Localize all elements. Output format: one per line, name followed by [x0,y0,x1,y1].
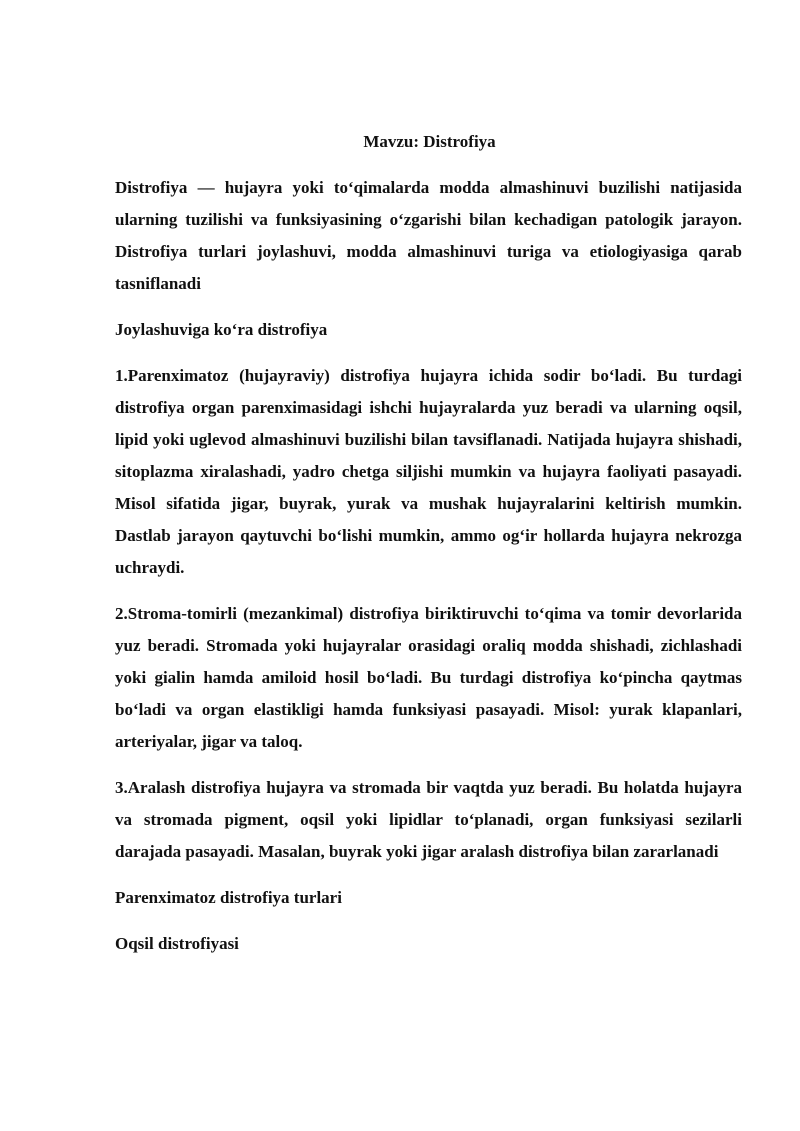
document-title: Mavzu: Distrofiya [363,132,496,151]
document-page [115,126,742,974]
section-heading: Joylashuviga ko‘ra distrofiya [115,320,328,339]
paragraph-parenchymal: 1.Parenximatoz (hujayraviy) distrofiya hujayra ichida sodir bo‘ladi. Bu turdagi distrofiya organ parenximasidagi ishchi hujayralarda yuz beradi va ularning oqsil, lipid yoki uglevod almashinuvi buzilishi bilan tavsiflanadi. Natijada hujayra shishadi, sitoplazma xiralashadi, yadro chetga siljishi mumkin va hujayra faoliyati pasayadi. Misol sifatida jigar, buyrak, yurak va mushak hujayralarini keltirish mumkin. Dastlab jarayon qaytuvchi bo‘lishi mumkin, ammo og‘ir hollarda hujayra nekrozga uchraydi. [115,366,742,577]
subheading-protein-dystrophy: Oqsil distrofiyasi [115,934,239,953]
paragraph-mixed: 3.Aralash distrofiya hujayra va stromada bir vaqtda yuz beradi. Bu holatda hujayra va stromada pigment, oqsil yoki lipidlar to‘planadi, organ funksiyasi sezilarli darajada pasayadi. Masalan, buyrak yoki jigar aralash distrofiya bilan zararlanadi [115,778,742,861]
subheading-parenchymal-types: Parenximatoz distrofiya turlari [115,888,342,907]
intro-paragraph: Distrofiya — hujayra yoki to‘qimalarda modda almashinuvi buzilishi natijasida ularning tuzilishi va funksiyasining o‘zgarishi bilan kechadigan patologik jarayon. Distrofiya turlari joylashuvi, modda almashinuvi turiga va etiologiyasiga qarab tasniflanadi [115,178,742,293]
paragraph-stromal-vascular: 2.Stroma-tomirli (mezankimal) distrofiya biriktiruvchi to‘qima va tomir devorlarida yuz beradi. Stromada yoki hujayralar orasidagi oraliq modda shishadi, zichlashadi yoki gialin hamda amiloid hosil bo‘ladi. Bu turdagi distrofiya ko‘pincha qaytmas bo‘ladi va organ elastikligi hamda funksiyasi pasayadi. Misol: yurak klapanlari, arteriyalar, jigar va taloq. [115,604,742,751]
